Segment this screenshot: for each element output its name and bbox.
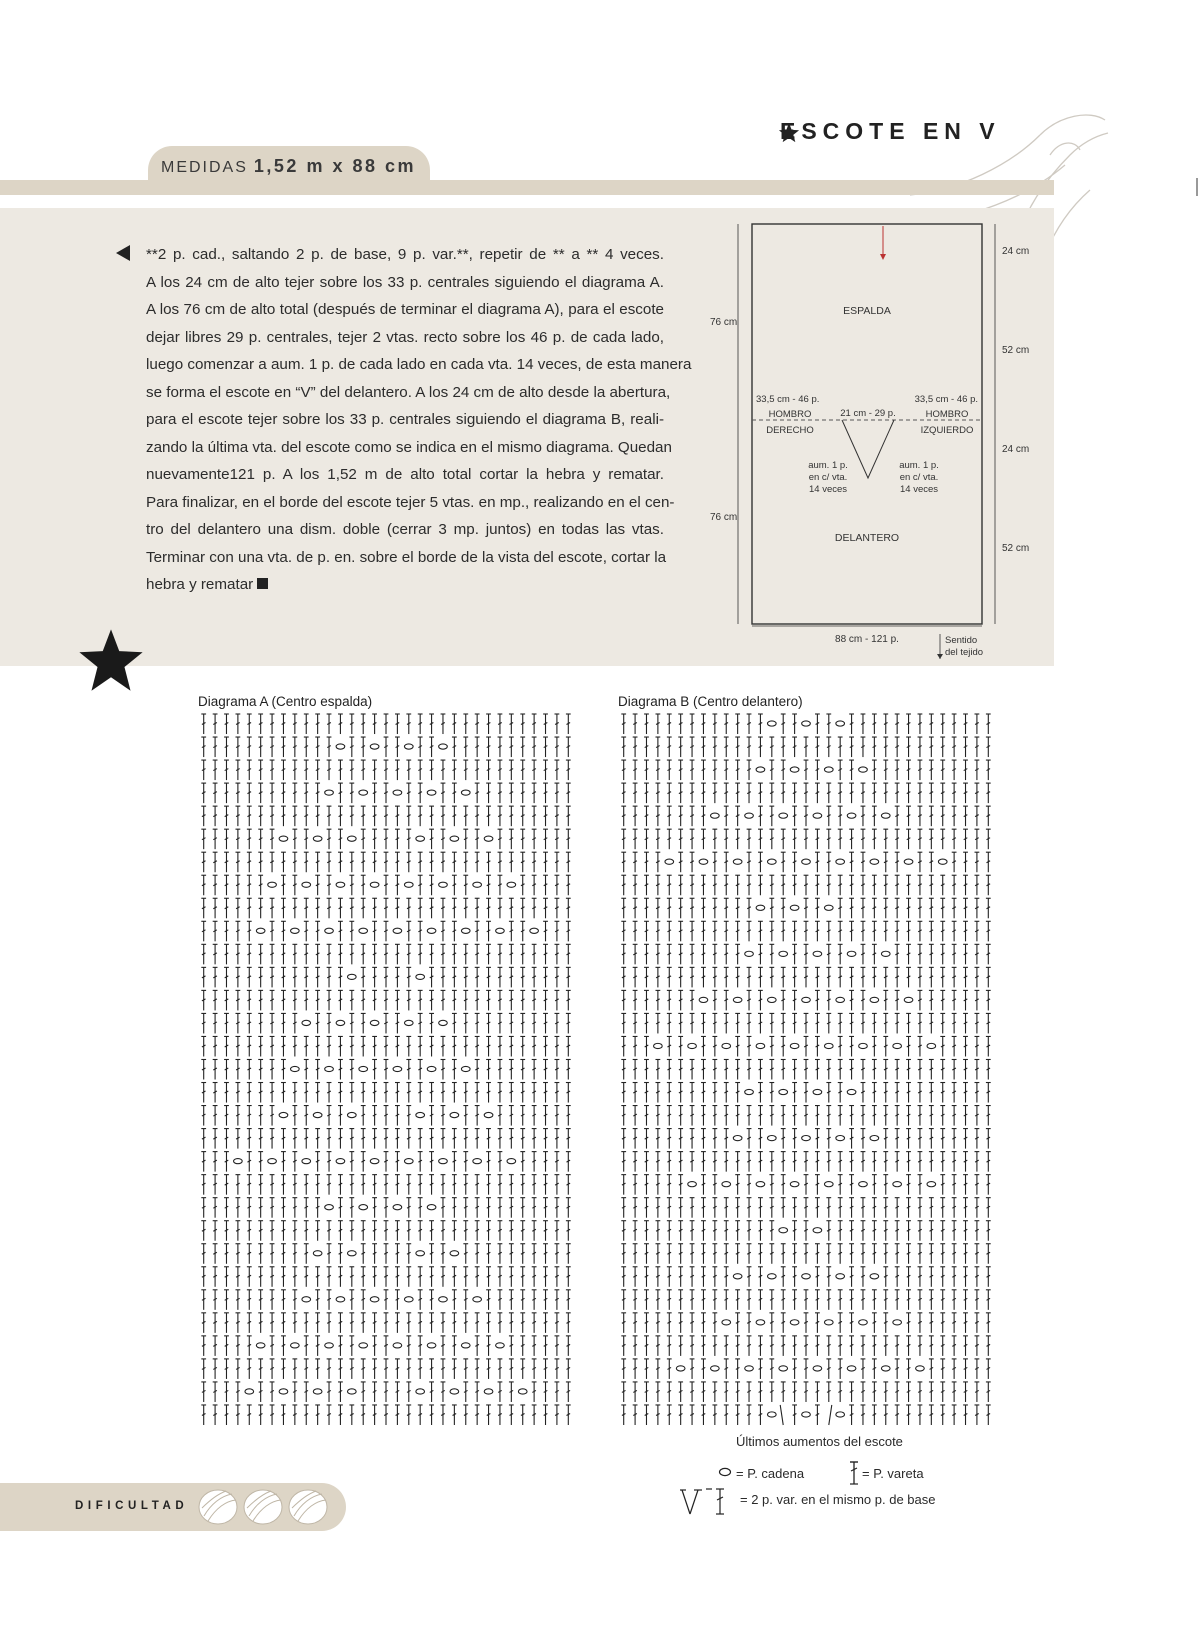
shoulder-left-measure: 33,5 cm - 46 p.: [756, 394, 820, 405]
instructions-line: Terminar con una vta. de p. en. sobre el borde de la vista del escote, cortar la: [146, 548, 667, 566]
aum-left-3: 14 veces: [808, 484, 848, 495]
instructions-line-text: hebra y rematar: [146, 576, 254, 593]
aum-left-1: aum. 1 p.: [808, 460, 848, 471]
double-vareta-icon: [680, 1486, 732, 1516]
instructions-line-last: [146, 571, 664, 599]
ultimos-label: Últimos aumentos del escote: [736, 1434, 903, 1449]
aum-right-2: en c/ vta.: [899, 472, 939, 483]
instructions-line: se forma el escote en “V” del delantero. A los 24 cm de alto desde la abertura,: [146, 383, 671, 401]
center-measure: 21 cm - 29 p.: [840, 408, 896, 419]
measure-left-bottom: 76 cm: [710, 512, 738, 523]
sentido-line1: Sentido: [945, 635, 978, 646]
vareta-stitch-icon: [848, 1460, 860, 1486]
instructions-line: nuevamente121 p. A los 1,52 m de alto total cortar la hebra y rematar.: [146, 466, 664, 483]
shoulder-right-line2: IZQUIERDO: [920, 425, 974, 436]
yarn-ball-icon: [199, 1490, 237, 1524]
medidas-value: 1,52 m x 88 cm: [253, 156, 416, 176]
legend-cadena: = P. cadena: [736, 1466, 805, 1481]
shoulder-left-line1: HOMBRO: [768, 409, 812, 420]
diagram-a: [198, 712, 574, 1426]
legend-doble: = 2 p. var. en el mismo p. de base: [740, 1492, 936, 1507]
medidas: [161, 156, 416, 177]
label-espalda: ESPALDA: [843, 305, 891, 317]
measure-right-1: 24 cm: [1002, 246, 1030, 257]
instructions-line: Para finalizar, en el borde del escote tejer 5 vtas. en mp., realizando en el cen-: [146, 493, 675, 511]
instructions-line: A los 76 cm de alto total (después de terminar el diagrama A), para el escote: [146, 301, 664, 318]
instructions-line: A los 24 cm de alto tejer sobre los 33 p. centrales siguiendo el diagrama A.: [146, 273, 664, 291]
measure-right-4: 52 cm: [1002, 543, 1030, 554]
sentido-line2: del tejido: [945, 647, 984, 658]
instructions-line: zando la última vta. del escote como se indica en el mismo diagrama. Quedan: [146, 438, 672, 456]
arrow-left-icon: [114, 244, 132, 262]
yarn-ball-icon: [244, 1490, 282, 1524]
instructions-line: luego comenzar a aum. 1 p. de cada lado en cada vta. 14 veces, de esta manera: [146, 356, 692, 373]
end-square-icon: [257, 578, 268, 589]
aum-right-3: 14 veces: [899, 484, 939, 495]
label-delantero: DELANTERO: [834, 532, 900, 544]
legend-vareta: = P. vareta: [862, 1466, 924, 1481]
instructions-line: para el escote tejer sobre los 33 p. centrales siguiendo el diagrama B, reali-: [146, 411, 664, 428]
instructions-line: **2 p. cad., saltando 2 p. de base, 9 p. var.**, repetir de ** a ** 4 veces.: [146, 246, 664, 263]
aum-right-1: aum. 1 p.: [899, 460, 939, 471]
instructions-line: dejar libres 29 p. centrales, tejer 2 vtas. recto sobre los 46 p. de cada lado,: [146, 328, 664, 346]
shoulder-left-line2: DERECHO: [766, 425, 814, 436]
shoulder-right-measure: 33,5 cm - 46 p.: [914, 394, 978, 405]
measure-right-3: 24 cm: [1002, 444, 1030, 455]
aum-left-2: en c/ vta.: [808, 472, 848, 483]
chain-stitch-icon: [718, 1465, 732, 1479]
big-star-icon: [78, 628, 144, 694]
header-bar: [0, 180, 1054, 195]
diagram-b: [618, 712, 994, 1426]
medidas-label: MEDIDAS: [161, 159, 248, 176]
yarn-ball-icons: [196, 1486, 330, 1528]
diagram-a-chart: [198, 712, 574, 1426]
measure-right-2: 52 cm: [1002, 345, 1030, 356]
garment-schematic: [700, 214, 1050, 659]
yarn-ball-icon: [289, 1490, 327, 1524]
bottom-measure: 88 cm - 121 p.: [835, 634, 899, 645]
instructions-line: tro del delantero una dism. doble (cerrar 3 mp. juntos) en todas las vtas.: [146, 521, 664, 538]
measure-left-top: 76 cm: [710, 317, 738, 328]
diagram-b-title: Diagrama B (Centro delantero): [618, 694, 803, 709]
difficulty-label: DIFICULTAD: [75, 1500, 189, 1512]
shoulder-right-line1: HOMBRO: [925, 409, 969, 420]
instructions-text: [146, 241, 692, 599]
diagram-b-chart: [618, 712, 994, 1426]
edge-mark: [1196, 178, 1198, 196]
diagram-a-title: Diagrama A (Centro espalda): [198, 694, 373, 709]
page-title: ESCOTE EN V: [780, 118, 1001, 144]
